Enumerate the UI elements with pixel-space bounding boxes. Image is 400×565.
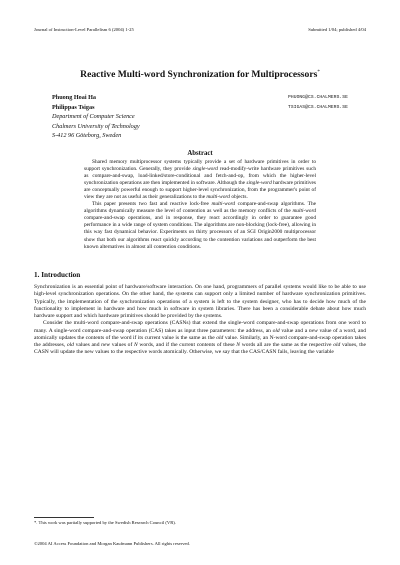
text-run: This paper presents two fast and reactive lock-free xyxy=(92,201,212,208)
abstract-body xyxy=(84,159,316,251)
author-email: PHUONG@CS.CHALMERS.SE xyxy=(288,95,348,100)
author-name: Philippas Tsigas xyxy=(52,103,95,111)
affiliation-university: Chalmers University of Technology xyxy=(52,122,140,130)
emphasis-text: single-word xyxy=(246,180,272,187)
author-row xyxy=(52,103,348,113)
author-row xyxy=(52,93,348,103)
copyright-notice: ©2004 AI Access Foundation and Morgan Kaufmann Publishers. All rights reserved. xyxy=(34,541,190,546)
emphasis-text: new xyxy=(101,342,111,348)
emphasis-text: multi-word xyxy=(206,194,230,201)
footnote-text: This work was partially supported by the Swedish Research Council (VR). xyxy=(38,520,176,525)
author-block xyxy=(52,93,348,141)
abstract-paragraph xyxy=(84,201,316,250)
section-heading xyxy=(34,271,80,279)
text-run: value and a xyxy=(279,327,309,334)
emphasis-text: old xyxy=(333,342,341,348)
title-footnote-mark: * xyxy=(317,70,320,75)
emphasis-text: multi-word xyxy=(292,208,316,215)
text-run: Consider the multi-word compare-and-swap operations (CASNs) that extend the single-word compare-and-swap operations from one word to many. A single-word compare-and-swap operation (CAS) takes as input three parameters: the address, an xyxy=(34,320,366,334)
emphasis-text: old xyxy=(216,334,224,341)
affiliation-department: Department of Computer Science xyxy=(52,113,135,121)
text-run: Shared memory multiprocessor systems typically provide a set of hardware primitives in order to support synchronization. Generally, they provide xyxy=(84,159,316,173)
footnote-divider xyxy=(34,517,94,518)
text-run: words all are the same as the respective xyxy=(240,342,334,348)
text-run: objects. xyxy=(229,194,248,201)
text-run: values and xyxy=(73,342,102,348)
emphasis-text: single-word xyxy=(192,166,218,173)
author-email: TSIGAS@CS.CHALMERS.SE xyxy=(288,104,348,110)
text-run: value. Similarly, an N-word compare-and-swap operation takes the addresses, xyxy=(34,334,366,348)
body-paragraph xyxy=(34,284,366,320)
text-run: compare-and-swap operations, and in response, they react accordingly in order to guarantee good performance in a wide range of system conditions. The algorithms are non-blocking (lock-free), allowing in this way fast dynamical behavior. Experiments on thirty processors of an SGI Origin2000 multiprocessor show that both our algorithms react quickly according to the contention variations and outperform the best known alternatives in almost all contention conditions. xyxy=(84,215,316,250)
paper-title-text: Reactive Multi-word Synchronization for Multiprocessors xyxy=(80,69,318,81)
emphasis-text: old xyxy=(66,342,74,348)
text-run: hardware primitives are conceptually powerful enough to support higher-level synchronization, from the programmer's point of view they are not as useful as their generalizations to the xyxy=(84,180,316,201)
text-run: values, the CASN will update the new values to the respective words atomically. Otherwise, we say that the CAS/CASN fails, leaving the variable xyxy=(34,342,367,356)
emphasis-text: new xyxy=(308,327,318,334)
emphasis-text: N xyxy=(134,342,138,348)
section-number: 1. xyxy=(34,271,40,279)
emphasis-text: old xyxy=(272,327,280,334)
footnote-mark: *. xyxy=(34,520,38,525)
text-run: compare-and-swap algorithms. The algorithms dynamically measure the level of contention as well as the memory conflicts of the xyxy=(84,201,316,215)
emphasis-text: N xyxy=(236,342,240,348)
abstract-paragraph xyxy=(84,159,316,201)
paper-title xyxy=(20,67,380,81)
text-run: read-modify-write hardware primitives such as compare-and-swap, load-linked/store-conditional and fetch-and-op, from which the higher-level synchronization operations are then implemented in software. Although the xyxy=(84,166,316,187)
abstract-heading: Abstract xyxy=(187,150,213,157)
journal-citation: Journal of Instruction-Level Parallelism 6 (2004) 1-25 xyxy=(34,27,134,32)
text-run: value of a word, and atomically updates the contents of the word if its current value is the same as the xyxy=(34,327,366,341)
body-paragraph xyxy=(34,320,366,356)
section-title: Introduction xyxy=(41,271,81,279)
text-run: Synchronization is an essential point of hardware/software interaction. On one hand, programmers of parallel systems would like to be able to use high-level synchronization operations. On the other hand, the systems can support only a limited number of hardware synchronization primitives. Typically, the implementation of the synchronization operations of a system is left to the system designer, who has to decide how much of the functionality to implement in hardware and how much in software in system libraries. There has been a considerable debate about how much hardware support and which hardware primitives should be provided by the systems. xyxy=(34,284,366,319)
text-run: words, and if the current contents of these xyxy=(137,342,237,348)
author-name: Phuong Hoai Ha xyxy=(52,94,97,101)
footnote xyxy=(34,520,366,526)
submission-dates: Submitted 1/04; published 4/04 xyxy=(308,27,366,32)
section-body xyxy=(34,284,366,357)
emphasis-text: multi-word xyxy=(211,201,236,208)
journal-header xyxy=(34,27,366,33)
text-run: values of xyxy=(110,342,134,348)
affiliation-address: S-412 96 Göteborg, Sweden xyxy=(52,132,122,140)
